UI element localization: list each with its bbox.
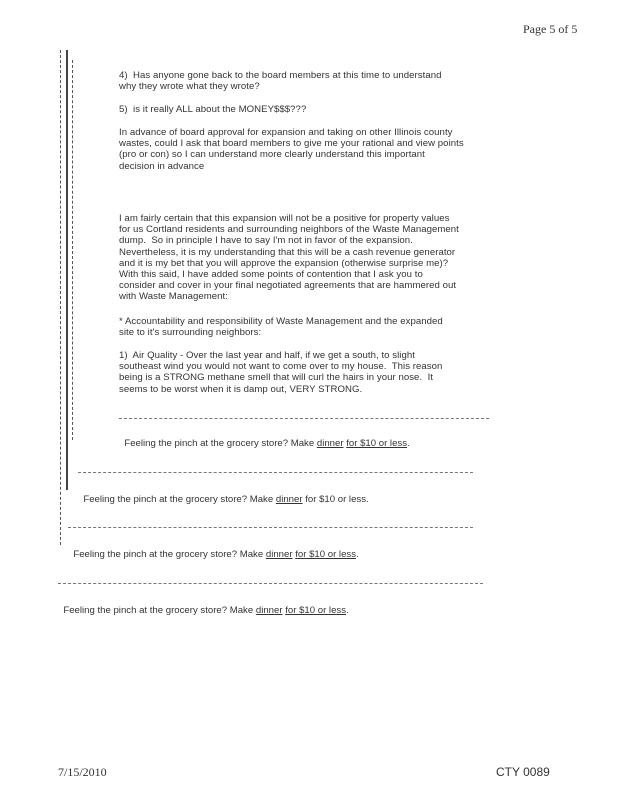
link-ten-dollars[interactable]: for $10 or less	[285, 605, 346, 616]
divider	[58, 583, 483, 584]
text-line: In advance of board approval for expansion and taking on other Illinois county	[119, 127, 453, 138]
quote-line	[66, 50, 68, 490]
paragraph-advance	[119, 127, 464, 172]
text-line: With this said, I have added some points of contention that I ask you to	[119, 268, 423, 280]
text-line: 5) is it really ALL about the MONEY$$$???	[119, 104, 307, 115]
text-line: wastes, could I ask that board members to give me your rational and view points	[119, 138, 464, 150]
text-line: * Accountability and responsibility of Waste Management and the expanded	[119, 316, 443, 327]
footer-ad: Feeling the pinch at the grocery store? Make dinner for $10 or less.	[73, 549, 359, 560]
page-number: Page 5 of 5	[523, 22, 578, 36]
text-line: 1) Air Quality - Over the last year and half, if we get a south, to slight	[119, 350, 415, 361]
paragraph-q5	[119, 104, 306, 115]
link-ten-dollars[interactable]: for $10 or less	[295, 549, 356, 560]
bates-number: CTY 0089	[496, 765, 550, 779]
quote-line	[72, 60, 73, 440]
text-line: site to it's surrounding neighbors:	[119, 327, 262, 339]
link-dinner[interactable]: dinner	[275, 494, 303, 505]
text-line: why they wrote what they wrote?	[119, 81, 260, 93]
footer-ad: Feeling the pinch at the grocery store? Make dinner for $10 or less.	[124, 438, 410, 449]
quote-line	[60, 50, 61, 545]
text-line: I am fairly certain that this expansion will not be a positive for property values	[119, 213, 450, 224]
text-line: 4) Has anyone gone back to the board members at this time to understand	[119, 70, 442, 81]
paragraph-q4	[119, 70, 442, 92]
text-line: being is a STRONG methane smell that will curl the hairs in your nose. It	[119, 372, 434, 384]
date-stamp: 7/15/2010	[58, 765, 107, 779]
text-line: seems to be worst when it is damp out, VERY STRONG.	[119, 383, 363, 395]
paragraph-certain	[119, 213, 459, 303]
divider	[119, 418, 489, 419]
text-line: southeast wind you would not want to come over to my house. This reason	[119, 361, 443, 373]
link-dinner[interactable]: dinner	[316, 438, 344, 449]
text-line: for us Cortland residents and surrounding neighbors of the Waste Management	[119, 224, 459, 236]
text-line: dump. So in principle I have to say I'm not in favor of the expansion.	[119, 235, 413, 247]
link-dinner[interactable]: dinner	[255, 605, 283, 616]
paragraph-accountability	[119, 316, 443, 338]
link-ten-dollars[interactable]: for $10 or less	[346, 438, 407, 449]
text-line: decision in advance	[119, 160, 205, 172]
text-line: consider and cover in your final negotiated agreements that are hammered out	[119, 280, 457, 292]
text-line: Nevertheless, it is my understanding that this will be a cash revenue generator	[119, 246, 456, 258]
text-line: and it is my bet that you will approve the expansion (otherwise surprise me)?	[119, 257, 449, 269]
divider	[68, 527, 473, 528]
text-line: (pro or con) so I can understand more clearly understand this important	[119, 149, 425, 161]
divider	[78, 472, 473, 473]
link-dinner[interactable]: dinner	[265, 549, 293, 560]
footer-ad: Feeling the pinch at the grocery store? Make dinner for $10 or less.	[83, 494, 369, 505]
footer-ad: Feeling the pinch at the grocery store? Make dinner for $10 or less.	[63, 605, 349, 616]
text-line: with Waste Management:	[119, 291, 228, 303]
paragraph-air-quality	[119, 350, 442, 395]
